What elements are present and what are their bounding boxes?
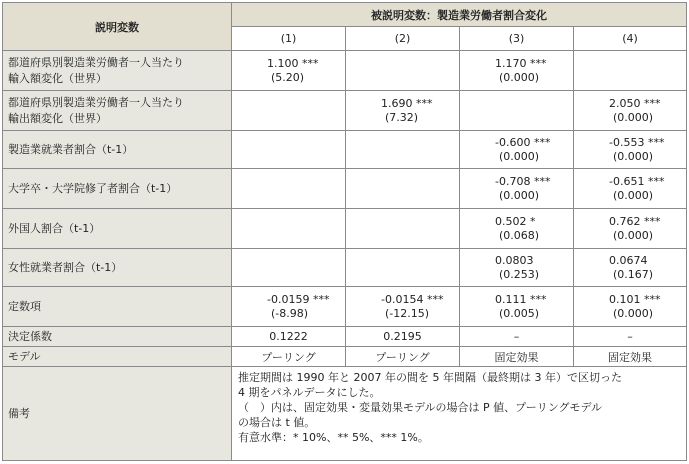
variable-label-line: 輸入額変化（世界） [8,71,107,85]
value-cell [574,249,687,287]
model-row-value: プーリング [346,347,460,367]
value-cell [346,169,460,209]
statistic: (0.000) [499,188,540,202]
statistic: (-12.15) [385,306,430,320]
note-text [232,367,687,461]
statistic: (0.000) [613,188,654,202]
statistic: (-8.98) [271,306,309,320]
value-cell [232,91,346,131]
header-row-top [3,3,687,27]
variable-label-line: 製造業就業者割合（t-1） [8,142,134,156]
value-cell [460,91,574,131]
statistic: (0.000) [499,70,540,84]
variable-label [3,131,232,169]
table-row [3,249,687,287]
variable-label-line: 輸出額変化（世界） [8,111,107,125]
value-cell [346,209,460,249]
coefficient: -0.600 *** [495,135,551,149]
r2-row-value: – [574,327,687,347]
model-row-value: 固定効果 [460,347,574,367]
dependent-variable-header: 被説明変数：製造業労働者割合変化 [232,3,687,27]
variable-label [3,51,232,91]
variable-label-line: 女性就業者割合（t-1） [8,260,123,274]
statistic: (0.253) [499,267,540,281]
value-cell [460,287,574,327]
value-cell [346,249,460,287]
table-row [3,169,687,209]
r2-row-label: 決定係数 [3,327,232,347]
table-row [3,287,687,327]
table-row [3,209,687,249]
column-number: (3) [460,27,574,51]
value-cell [574,131,687,169]
statistic: (0.167) [613,267,654,281]
value-cell [232,209,346,249]
variable-label [3,91,232,131]
table-row [3,51,687,91]
table-row [3,91,687,131]
variable-label-line: 外国人割合（t-1） [8,221,101,235]
variable-label-line: 定数項 [8,299,41,313]
model-row-value: プーリング [232,347,346,367]
statistic: (0.000) [613,228,654,242]
coefficient: 0.0674 [609,253,648,267]
r2-row-value: 0.1222 [232,327,346,347]
column-number: (2) [346,27,460,51]
value-cell [346,287,460,327]
statistic: (7.32) [385,110,419,124]
coefficient: -0.708 *** [495,174,551,188]
note-line: 推定期間は 1990 年と 2007 年の間を 5 年間隔（最終期は 3 年）で区切った [238,371,622,384]
value-cell [232,249,346,287]
statistic: (0.000) [613,149,654,163]
value-cell [460,209,574,249]
value-cell [232,131,346,169]
regression-table [2,2,687,461]
statistic: (0.000) [613,306,654,320]
coefficient: 1.100 *** [267,56,319,70]
value-cell [460,249,574,287]
note-line: の場合は t 値。 [238,416,316,429]
variable-label [3,209,232,249]
coefficient: 0.502 * [495,214,536,228]
value-cell [574,209,687,249]
coefficient: -0.0159 *** [267,292,330,306]
value-cell [460,131,574,169]
value-cell [346,51,460,91]
column-number: (1) [232,27,346,51]
coefficient: -0.0154 *** [381,292,444,306]
statistic: (5.20) [271,70,305,84]
explanatory-variable-header: 説明変数 [3,3,232,51]
variable-label [3,249,232,287]
coefficient: 1.170 *** [495,56,547,70]
variable-label [3,169,232,209]
model-row-label: モデル [3,347,232,367]
value-cell [346,91,460,131]
note-line: 4 期をパネルデータにした。 [238,386,381,399]
value-cell [346,131,460,169]
value-cell [460,51,574,91]
r2-row [3,327,687,347]
statistic: (0.005) [499,306,540,320]
variable-label [3,287,232,327]
statistic: (0.068) [499,228,540,242]
coefficient: -0.553 *** [609,135,665,149]
coefficient: 0.762 *** [609,214,661,228]
variable-label-line: 大学卒・大学院修了者割合（t-1） [8,181,178,195]
model-row [3,347,687,367]
value-cell [232,287,346,327]
value-cell [460,169,574,209]
table-row [3,131,687,169]
value-cell [574,51,687,91]
note-label: 備考 [3,367,232,461]
value-cell [232,169,346,209]
note-line: 有意水準：* 10%、** 5%、*** 1%。 [238,431,429,444]
note-line: （ ）内は、固定効果・変量効果モデルの場合は P 値、プーリングモデル [238,401,602,414]
value-cell [574,169,687,209]
statistic: (0.000) [499,149,540,163]
coefficient: -0.651 *** [609,174,665,188]
r2-row-value: 0.2195 [346,327,460,347]
variable-label-line: 都道府県別製造業労働者一人当たり [8,55,184,69]
note-row [3,367,687,461]
r2-row-value: – [460,327,574,347]
column-number: (4) [574,27,687,51]
value-cell [232,51,346,91]
value-cell [574,287,687,327]
coefficient: 0.0803 [495,253,534,267]
variable-label-line: 都道府県別製造業労働者一人当たり [8,95,184,109]
coefficient: 1.690 *** [381,96,433,110]
coefficient: 0.111 *** [495,292,547,306]
value-cell [574,91,687,131]
coefficient: 2.050 *** [609,96,661,110]
coefficient: 0.101 *** [609,292,661,306]
statistic: (0.000) [613,110,654,124]
model-row-value: 固定効果 [574,347,687,367]
